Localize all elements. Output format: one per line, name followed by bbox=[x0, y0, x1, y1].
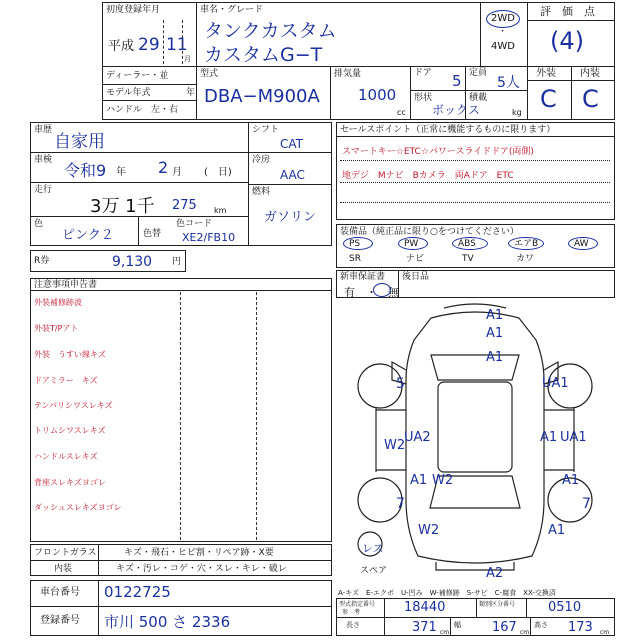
recycle-value: 9,130 bbox=[112, 254, 153, 270]
width-value: 167 bbox=[492, 620, 517, 635]
score-value: (4) bbox=[550, 27, 584, 55]
inspection-month-unit: 月 bbox=[172, 167, 182, 178]
type-value: DBA−M900A bbox=[204, 86, 320, 107]
score-label: 評 価 点 bbox=[540, 5, 595, 18]
divider bbox=[30, 560, 332, 561]
warranty-label: 新車保証書 bbox=[340, 272, 386, 282]
divider bbox=[336, 617, 615, 618]
recycle-block bbox=[30, 250, 186, 272]
mileage-sub: 275 bbox=[172, 198, 197, 213]
color-value: ピンク２ bbox=[62, 228, 114, 243]
ac-value: AAC bbox=[280, 168, 305, 182]
fuel-label: 燃料 bbox=[252, 187, 271, 197]
chassis-value: 0122725 bbox=[104, 583, 171, 601]
divider bbox=[340, 182, 610, 183]
shift-label: シフト bbox=[252, 125, 280, 135]
divider bbox=[480, 2, 481, 66]
mileage-label: 走行 bbox=[34, 185, 53, 195]
interior-value: C bbox=[582, 85, 599, 113]
divider bbox=[98, 544, 99, 576]
mileage-value: 3万 1千 bbox=[90, 196, 155, 217]
divider bbox=[384, 598, 385, 636]
model-name: タンクカスタム bbox=[204, 20, 337, 42]
equipment-aw: AW bbox=[574, 239, 589, 249]
note-item: ダッシュスレキズヨゴレ bbox=[34, 503, 122, 512]
recycle-unit: 円 bbox=[172, 257, 182, 267]
spare-label: スペア bbox=[360, 566, 388, 576]
divider bbox=[410, 66, 411, 120]
divider bbox=[248, 184, 332, 185]
displacement-label: 排気量 bbox=[334, 69, 362, 79]
note-item: トリムシワスレキズ bbox=[34, 426, 106, 435]
year-value: 29 bbox=[138, 35, 160, 55]
doors-value: 5 bbox=[452, 72, 462, 90]
width-unit: cm bbox=[520, 629, 530, 636]
note-item: 背座スレキズヨゴレ bbox=[34, 478, 106, 487]
inspection-month: 2 bbox=[158, 158, 169, 177]
equipment-airbag: エアB bbox=[514, 239, 539, 249]
divider bbox=[30, 152, 248, 153]
fuel-value: ガソリン bbox=[264, 210, 317, 225]
divider bbox=[180, 292, 181, 540]
width-label: 幅 bbox=[454, 621, 461, 629]
divider bbox=[340, 202, 610, 203]
damage-mark: 5 bbox=[396, 376, 405, 392]
drive-2wd: 2WD bbox=[491, 13, 515, 24]
divider bbox=[336, 136, 615, 137]
sales-point-line2: 地デジ Mナビ Bカメラ 両Aドア ETC bbox=[342, 171, 514, 181]
note-item: 外装T/Pアト bbox=[34, 324, 79, 333]
recycle-label: R券 bbox=[34, 256, 50, 266]
grade: カスタムG−T bbox=[204, 44, 323, 66]
equipment-sr: SR bbox=[349, 254, 361, 264]
glass-front-value: キズ・飛石・ヒビ割・リペア跡・X要 bbox=[124, 548, 274, 558]
load-unit: kg bbox=[512, 108, 522, 117]
spare-mark: レス bbox=[362, 542, 384, 555]
damage-mark: A1 bbox=[562, 473, 580, 488]
ac-label: 冷房 bbox=[252, 155, 271, 165]
glass-interior-label: 内装 bbox=[54, 564, 73, 574]
color-label: 色 bbox=[34, 219, 44, 229]
divider bbox=[182, 20, 183, 64]
inspection-year-unit: 年 bbox=[116, 167, 126, 178]
plate-value: 市川 500 さ 2336 bbox=[104, 613, 231, 631]
damage-mark: A2 bbox=[486, 566, 504, 581]
damage-mark: A1 bbox=[410, 473, 428, 488]
divider bbox=[30, 182, 248, 183]
shift-value: CAT bbox=[280, 137, 303, 151]
equipment-abs: ABS bbox=[458, 239, 476, 249]
divider bbox=[571, 66, 572, 120]
note-item: ハンドルスレキズ bbox=[34, 452, 98, 461]
use-value: 自家用 bbox=[54, 132, 105, 152]
color-change-label: 色替 bbox=[143, 229, 162, 239]
era-label: 平成 bbox=[108, 39, 135, 54]
mileage-unit: km bbox=[214, 206, 227, 215]
exterior-label: 外装 bbox=[536, 68, 556, 79]
damage-mark: UA1 bbox=[542, 376, 569, 391]
load-label: 積載 bbox=[469, 93, 488, 103]
shape-label: 形状 bbox=[414, 93, 433, 103]
plate-label: 登録番号 bbox=[40, 615, 80, 626]
divider bbox=[530, 617, 531, 636]
class-label: 類別区分番号 bbox=[479, 601, 516, 608]
divider bbox=[196, 66, 197, 120]
capacity-value: 5人 bbox=[497, 75, 520, 91]
shape-value: ボックス bbox=[432, 103, 480, 117]
inspection-era: 令和9 bbox=[64, 161, 107, 180]
length-value: 371 bbox=[412, 620, 437, 635]
divider bbox=[102, 100, 196, 101]
damage-mark: W2 bbox=[384, 438, 406, 453]
height-unit: cm bbox=[600, 629, 610, 636]
sales-point-line1: スマートキー☆ETC☆パワースライドドア(両側) bbox=[342, 147, 534, 157]
handle-label: ハンドル 左・右 bbox=[106, 105, 179, 115]
warranty-circle bbox=[373, 283, 391, 297]
equipment-leather: カワ bbox=[516, 254, 535, 264]
damage-mark: A1 bbox=[486, 326, 504, 341]
equipment-ps: PS bbox=[349, 239, 361, 249]
damage-mark: 7 bbox=[396, 496, 405, 512]
interior-label: 内装 bbox=[580, 68, 600, 79]
doors-label: ドア bbox=[414, 68, 432, 78]
notes-title: 注意事項申告書 bbox=[34, 280, 98, 290]
divider bbox=[256, 292, 257, 540]
inspection-day-unit: ( 日) bbox=[204, 167, 232, 178]
sales-points-title: セールスポイント（正常に機能するものに限ります） bbox=[340, 125, 556, 135]
displacement-unit: cc bbox=[397, 108, 406, 117]
damage-mark: 7 bbox=[582, 496, 591, 512]
length-unit: cm bbox=[440, 629, 450, 636]
color-code-value: XE2/FB10 bbox=[182, 231, 236, 244]
length-label: 長さ bbox=[346, 621, 360, 629]
damage-mark: UA2 bbox=[404, 430, 431, 445]
note-item: テンパリシワスレキズ bbox=[34, 401, 113, 410]
after-label: 後日品 bbox=[402, 272, 430, 282]
divider bbox=[102, 84, 196, 85]
divider bbox=[526, 598, 527, 617]
damage-legend: A-キズ E-エクボ U-凹み W-補修跡 S-サビ C-腐食 XX-交換済 bbox=[338, 589, 556, 597]
equipment-pw: PW bbox=[404, 239, 419, 249]
damage-mark: W2 bbox=[418, 523, 440, 538]
divider bbox=[450, 617, 451, 636]
drive-4wd: 4WD bbox=[491, 41, 515, 52]
inspection-label: 車検 bbox=[34, 155, 53, 165]
divider bbox=[248, 152, 332, 153]
chassis-label: 車台番号 bbox=[40, 587, 80, 598]
dealer-label: ディーラー・並 bbox=[106, 71, 169, 81]
equipment-tv: TV bbox=[462, 254, 474, 264]
capacity-label: 定員 bbox=[469, 68, 488, 78]
damage-mark: A1 bbox=[548, 523, 566, 538]
divider bbox=[340, 160, 610, 161]
glass-front-label: フロントガラス bbox=[34, 548, 97, 558]
color-code-label: 色コード bbox=[176, 219, 213, 229]
model-name-label: 車名・グレード bbox=[200, 5, 264, 15]
equipment-title: 装備品（純正品に限り○をつけてください） bbox=[340, 227, 519, 237]
glass-interior-value: キズ・汚レ・コゲ・穴・スレ・キレ・破レ bbox=[116, 564, 287, 574]
divider bbox=[476, 598, 477, 617]
divider bbox=[527, 20, 615, 21]
divider bbox=[196, 2, 197, 66]
divider bbox=[98, 580, 99, 636]
height-label: 高さ bbox=[534, 621, 548, 629]
use-label: 車歴 bbox=[34, 125, 53, 135]
class-value: 0510 bbox=[548, 600, 582, 615]
divider bbox=[163, 20, 164, 64]
spec-ref-label: 参 考 bbox=[342, 609, 361, 616]
first-reg-label: 初度登録年月 bbox=[106, 5, 161, 15]
equipment-navi: ナビ bbox=[406, 254, 425, 264]
divider bbox=[30, 606, 332, 607]
note-item: ドアミラー キズ bbox=[34, 376, 98, 385]
damage-mark: A1 bbox=[486, 350, 504, 365]
model-year-label: モデル年式 bbox=[106, 88, 151, 98]
type-label: 型式 bbox=[200, 69, 219, 79]
note-item: 外装 うすい線キズ bbox=[34, 350, 106, 359]
damage-mark: A1 bbox=[540, 430, 558, 445]
divider bbox=[330, 66, 331, 120]
divider bbox=[138, 216, 139, 246]
displacement-value: 1000 bbox=[358, 86, 397, 104]
spec-value: 18440 bbox=[404, 600, 446, 615]
note-item: 外装補修跡波 bbox=[34, 298, 82, 307]
spec-label: 型式指定番号 bbox=[339, 601, 376, 608]
exterior-value: C bbox=[540, 85, 557, 113]
height-value: 173 bbox=[568, 620, 593, 635]
model-year-unit: 年 bbox=[186, 88, 196, 98]
month-unit: 月 bbox=[184, 55, 191, 63]
drive-dot: ・ bbox=[498, 27, 508, 37]
divider bbox=[30, 290, 332, 291]
damage-mark: W2 bbox=[432, 473, 454, 488]
damage-mark: UA1 bbox=[560, 430, 587, 445]
damage-mark: A1 bbox=[486, 308, 504, 323]
month-value: 11 bbox=[166, 35, 188, 55]
warranty-value: 有 ・ 無 bbox=[344, 286, 399, 299]
